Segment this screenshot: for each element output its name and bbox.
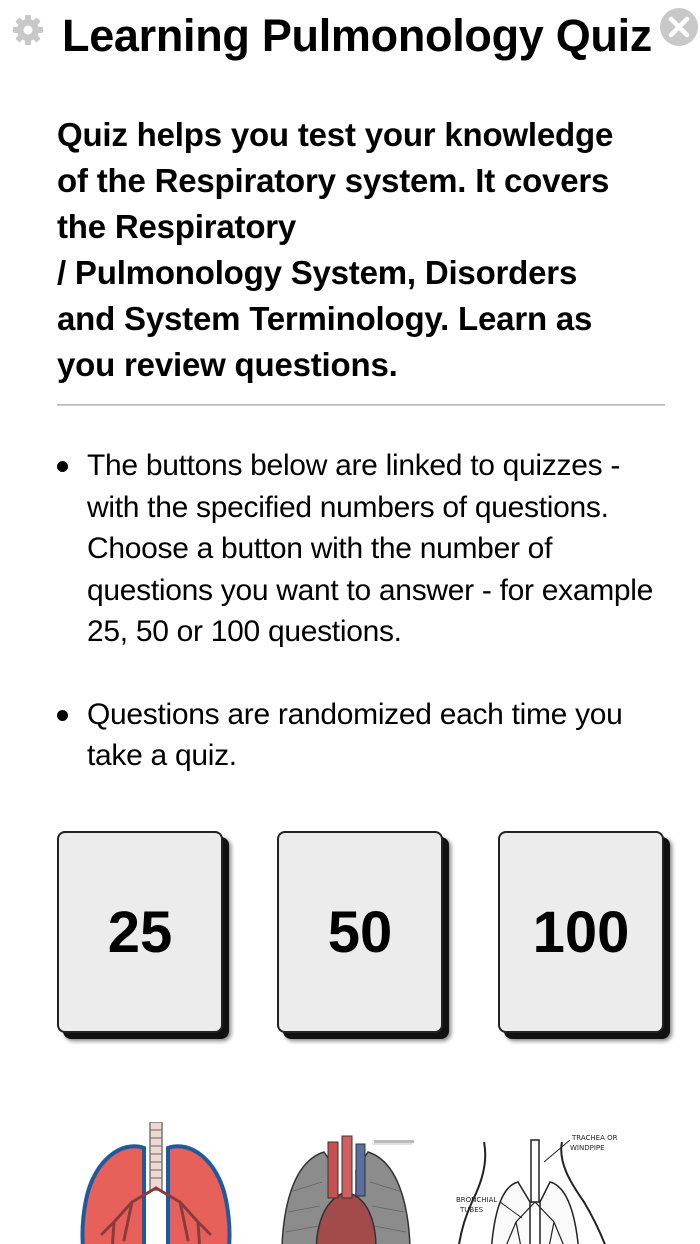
intro-line: of the Respiratory system. It covers xyxy=(57,162,610,199)
quiz-100-button[interactable]: 100 xyxy=(498,831,664,1033)
gear-icon[interactable] xyxy=(8,10,48,50)
windpipe-label: WINDPIPE xyxy=(570,1144,605,1152)
bullet-line: questions you want to answer - for example xyxy=(87,573,654,607)
heart-lungs-illustration[interactable] xyxy=(262,1122,430,1244)
intro-line: you review questions. xyxy=(57,346,398,383)
divider xyxy=(57,404,665,406)
thumbnail-row xyxy=(0,1110,700,1244)
page-title: Learning Pulmonology Quiz xyxy=(62,10,653,61)
bullet-line: The buttons below are linked to quizzes - xyxy=(87,449,621,482)
intro-text xyxy=(57,112,677,388)
intro-line: Quiz helps you test your knowledge xyxy=(57,116,614,153)
lungs-illustration[interactable] xyxy=(72,1122,240,1244)
bullet-line: Choose a button with the number of xyxy=(87,532,553,565)
quiz-50-button[interactable]: 50 xyxy=(277,831,443,1033)
bullet-line: Questions are randomized each time you xyxy=(87,697,623,731)
quiz-25-button[interactable]: 25 xyxy=(57,831,223,1033)
intro-line: and System Terminology. Learn as xyxy=(57,300,593,337)
respiratory-diagram-illustration[interactable] xyxy=(452,1122,620,1244)
bullet-line: 25, 50 or 100 questions. xyxy=(87,615,402,648)
list-item xyxy=(57,445,687,653)
bullet-line: take a quiz. xyxy=(87,739,237,772)
header-bar xyxy=(0,0,700,80)
bronchial-label: BRONCHIAL xyxy=(456,1196,498,1204)
bullet-line: with the specified numbers of questions. xyxy=(87,490,609,524)
tubes-label: TUBES xyxy=(460,1206,484,1214)
bullet-dot xyxy=(57,461,68,472)
close-icon[interactable] xyxy=(658,6,700,48)
instructions-list xyxy=(57,445,687,818)
intro-line: / Pulmonology System, Disorders xyxy=(57,254,578,291)
trachea-label: TRACHEA OR xyxy=(572,1134,618,1142)
list-item xyxy=(57,694,687,777)
intro-line: the Respiratory xyxy=(57,208,297,245)
bullet-dot xyxy=(57,710,68,721)
